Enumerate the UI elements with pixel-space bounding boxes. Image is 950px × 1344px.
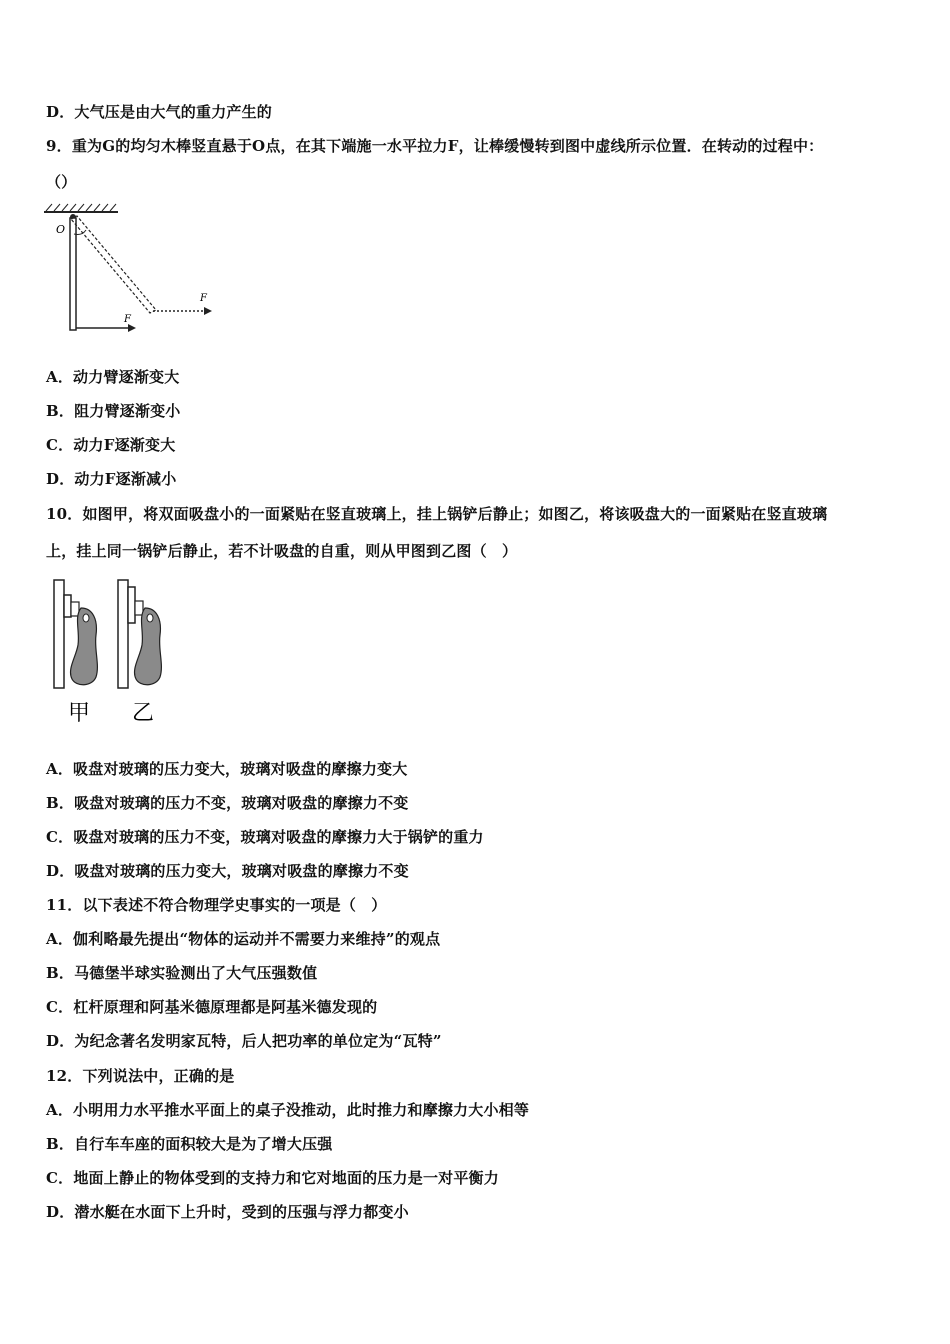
label-yi: 乙 [132, 701, 155, 726]
vertical-rod [70, 218, 76, 330]
q11-option-b: B．马德堡半球实验测出了大气压强数值 [46, 964, 318, 982]
q12-option-b: B．自行车车座的面积较大是为了增大压强 [46, 1135, 333, 1153]
q9-stem-line2: （） [46, 173, 77, 191]
q11-option-a: A．伽利略最先提出“物体的运动并不需要力来维持”的观点 [46, 930, 441, 948]
q11-option-d: D．为纪念著名发明家瓦特，后人把功率的单位定为“瓦特” [46, 1032, 442, 1050]
q9-option-c: C．动力F逐渐变大 [46, 436, 176, 454]
q10-option-b: B．吸盘对玻璃的压力不变，玻璃对吸盘的摩擦力不变 [46, 794, 409, 812]
q9-stem-line1: 9．重为G的均匀木棒竖直悬于O点，在其下端施一水平拉力F，让棒缓慢转到图中虚线所示位置．在转动的过程中： [46, 137, 824, 155]
force-label-right: F [200, 293, 207, 304]
q9-option-b: B．阻力臂逐渐变小 [46, 402, 181, 420]
label-jia: 甲 [68, 701, 91, 726]
q10-option-a: A．吸盘对玻璃的压力变大，玻璃对吸盘的摩擦力变大 [46, 760, 408, 778]
cup-large-right [128, 587, 135, 623]
q12-option-c: C．地面上静止的物体受到的支持力和它对地面的压力是一对平衡力 [46, 1169, 499, 1187]
q12-stem: 12．下列说法中，正确的是 [46, 1067, 235, 1085]
q11-stem: 11．以下表述不符合物理学史事实的一项是（ ） [46, 896, 387, 914]
spatula-hole-right [147, 614, 153, 622]
q12-option-a: A．小明用力水平推水平面上的桌子没推动，此时推力和摩擦力大小相等 [46, 1101, 530, 1119]
q10-stem-line1: 10．如图甲，将双面吸盘小的一面紧贴在竖直玻璃上，挂上锅铲后静止；如图乙，将该吸盘大的一面紧贴在竖直玻璃 [46, 505, 828, 523]
force-arrowhead-dotted [204, 307, 212, 315]
force-label-bottom: F [124, 314, 131, 325]
cup-stem-right [135, 601, 143, 615]
glass-right [118, 580, 128, 688]
tilted-rod-dashed [71, 216, 156, 313]
figure-jia [54, 580, 97, 688]
spatula-hole-left [83, 614, 89, 622]
q11-option-c: C．杠杆原理和阿基米德原理都是阿基米德发现的 [46, 998, 378, 1016]
q9-lever-figure [40, 200, 230, 340]
pivot-label: O [56, 223, 66, 236]
q9-option-d: D．动力F逐渐减小 [46, 470, 177, 488]
glass-left [54, 580, 64, 688]
q10-option-d: D．吸盘对玻璃的压力变大，玻璃对吸盘的摩擦力不变 [46, 862, 409, 880]
q10-option-c: C．吸盘对玻璃的压力不变，玻璃对吸盘的摩擦力大于锅铲的重力 [46, 828, 484, 846]
q8-option-d: D．大气压是由大气的重力产生的 [46, 103, 273, 121]
q12-option-d: D．潜水艇在水面下上升时，受到的压强与浮力都变小 [46, 1203, 409, 1221]
ceiling-hatching [46, 204, 116, 211]
q10-suction-cup-figure [48, 575, 188, 730]
q10-stem-line2: 上，挂上同一锅铲后静止，若不计吸盘的自重，则从甲图到乙图（ ） [46, 542, 518, 560]
cup-small-left [64, 595, 71, 617]
figure-yi [118, 580, 161, 688]
force-arrowhead-bottom [128, 324, 136, 332]
q9-option-a: A．动力臂逐渐变大 [46, 368, 180, 386]
